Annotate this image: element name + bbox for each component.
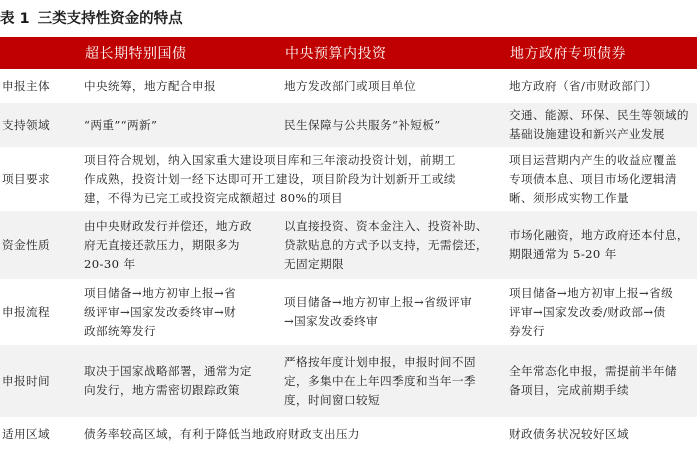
table-row <box>0 417 697 451</box>
table-cell <box>278 69 503 103</box>
cell-line: 贷款贴息的方式予以支持，无需偿还， <box>284 237 488 252</box>
cell-line: 民生保障与公共服务“补短板” <box>284 117 441 132</box>
table-cell <box>278 103 503 147</box>
cell-line: “两重”“两新” <box>84 117 158 132</box>
row-label: 支持领域 <box>0 103 78 147</box>
table-title: 三类支持性资金的特点 <box>37 11 183 27</box>
table-cell <box>78 345 278 417</box>
cell-line: 定，多集中在上年四季度和当年一季 <box>284 373 476 388</box>
table-cell <box>278 279 503 345</box>
header-central-budget-investment: 中央预算内投资 <box>278 37 503 69</box>
cell-line: 由中央财政发行并偿还，地方政 <box>84 218 252 233</box>
table-cell <box>503 417 697 451</box>
cell-line: 取决于国家战略部署，通常为定 <box>84 364 252 378</box>
row-label: 申报流程 <box>2 304 50 319</box>
cell-line: 地方发改部门或项目单位 <box>284 78 416 93</box>
table-row <box>0 103 697 147</box>
table-row <box>0 279 697 345</box>
cell-line: 严格按年度计划申报，申报时间不固 <box>284 354 476 369</box>
row-label: 申报时间 <box>0 345 78 417</box>
cell-line: 晰、须形成实物工作量 <box>509 190 629 205</box>
cell-line: 作成熟，投资计划一经下达即可开工建设，项目阶段为计划新开工或续 <box>84 171 456 186</box>
cell-line: 项目储备→地方初审上报→省级 <box>509 285 674 300</box>
header-ultra-long-special-bonds: 超长期特别国债 <box>78 37 278 69</box>
table-cell <box>503 279 697 345</box>
cell-line: 基础设施建设和新兴产业发展 <box>509 127 665 141</box>
table-cell <box>503 345 697 417</box>
table-number: 表 1 <box>0 11 30 27</box>
cell-line: 以直接投资、资本金注入、投资补助、 <box>284 218 488 233</box>
cell-line: 专项债本息、项目市场化逻辑清 <box>509 171 677 186</box>
cell-line: 中央统筹，地方配合申报 <box>84 78 216 93</box>
cell-line: 财政债务状况较好区域 <box>509 426 629 441</box>
table-cell <box>503 147 697 211</box>
table-cell <box>278 211 503 279</box>
cell-line: 20-30 年 <box>84 256 136 271</box>
cell-line: 期限通常为 5-20 年 <box>509 247 617 261</box>
cell-line: 项目符合规划，纳入国家重大建设项目库和三年滚动投资计划，前期工 <box>84 152 456 167</box>
funding-comparison-table <box>0 37 697 451</box>
row-label: 资金性质 <box>0 211 78 279</box>
table-cell <box>78 103 278 147</box>
row-label: 申报主体 <box>2 78 50 93</box>
table-cell-merged <box>78 417 503 451</box>
table-caption <box>0 7 183 31</box>
table-cell <box>78 279 278 345</box>
header-corner <box>0 37 78 69</box>
table-cell <box>503 211 697 279</box>
cell-line: 项目储备→地方初审上报→省级评审 <box>284 295 473 309</box>
row-label: 适用区域 <box>2 426 50 441</box>
table-cell <box>78 69 278 103</box>
cell-line: 府无直接还款压力，期限多为 <box>84 237 240 252</box>
cell-line: 项目储备→地方初审上报→省 <box>84 285 237 300</box>
table-cell <box>78 211 278 279</box>
cell-line: 全年常态化申报，需提前半年储 <box>509 364 677 378</box>
cell-line: 备项目，完成前期手续 <box>509 383 629 397</box>
cell-line: 度，时间窗口较短 <box>284 392 380 407</box>
table-cell <box>278 345 503 417</box>
cell-line: →国家发改委终审 <box>284 314 379 328</box>
cell-line: 向发行，地方需密切跟踪政策 <box>84 383 240 397</box>
table-row <box>0 211 697 279</box>
cell-line: 交通、能源、环保、民生等领域的 <box>509 108 689 122</box>
cell-line: 评审→国家发改委/财政部→债 <box>509 304 666 319</box>
cell-line: 无固定期限 <box>284 256 344 271</box>
table-cell-merged <box>78 147 503 211</box>
cell-line: 级评审→国家发改委终审→财 <box>84 304 237 319</box>
cell-line: 券发行 <box>509 323 545 338</box>
row-label: 项目要求 <box>2 171 50 186</box>
header-local-special-bonds: 地方政府专项债券 <box>503 37 697 69</box>
cell-line: 债务率较高区域，有利于降低当地政府财政支出压力 <box>84 426 360 441</box>
cell-line: 地方政府（省/市财政部门） <box>509 78 658 93</box>
table-row <box>0 147 697 211</box>
header-row <box>0 37 697 69</box>
cell-line: 项目运营期内产生的收益应覆盖 <box>509 152 677 167</box>
table-cell <box>503 103 697 147</box>
cell-line: 政部统筹发行 <box>84 323 156 338</box>
table-cell <box>503 69 697 103</box>
table-row <box>0 69 697 103</box>
cell-line: 建，不得为已完工或投资完成额超过 80%的项目 <box>84 190 343 205</box>
cell-line: 市场化融资，地方政府还本付息， <box>509 228 689 242</box>
table-row <box>0 345 697 417</box>
